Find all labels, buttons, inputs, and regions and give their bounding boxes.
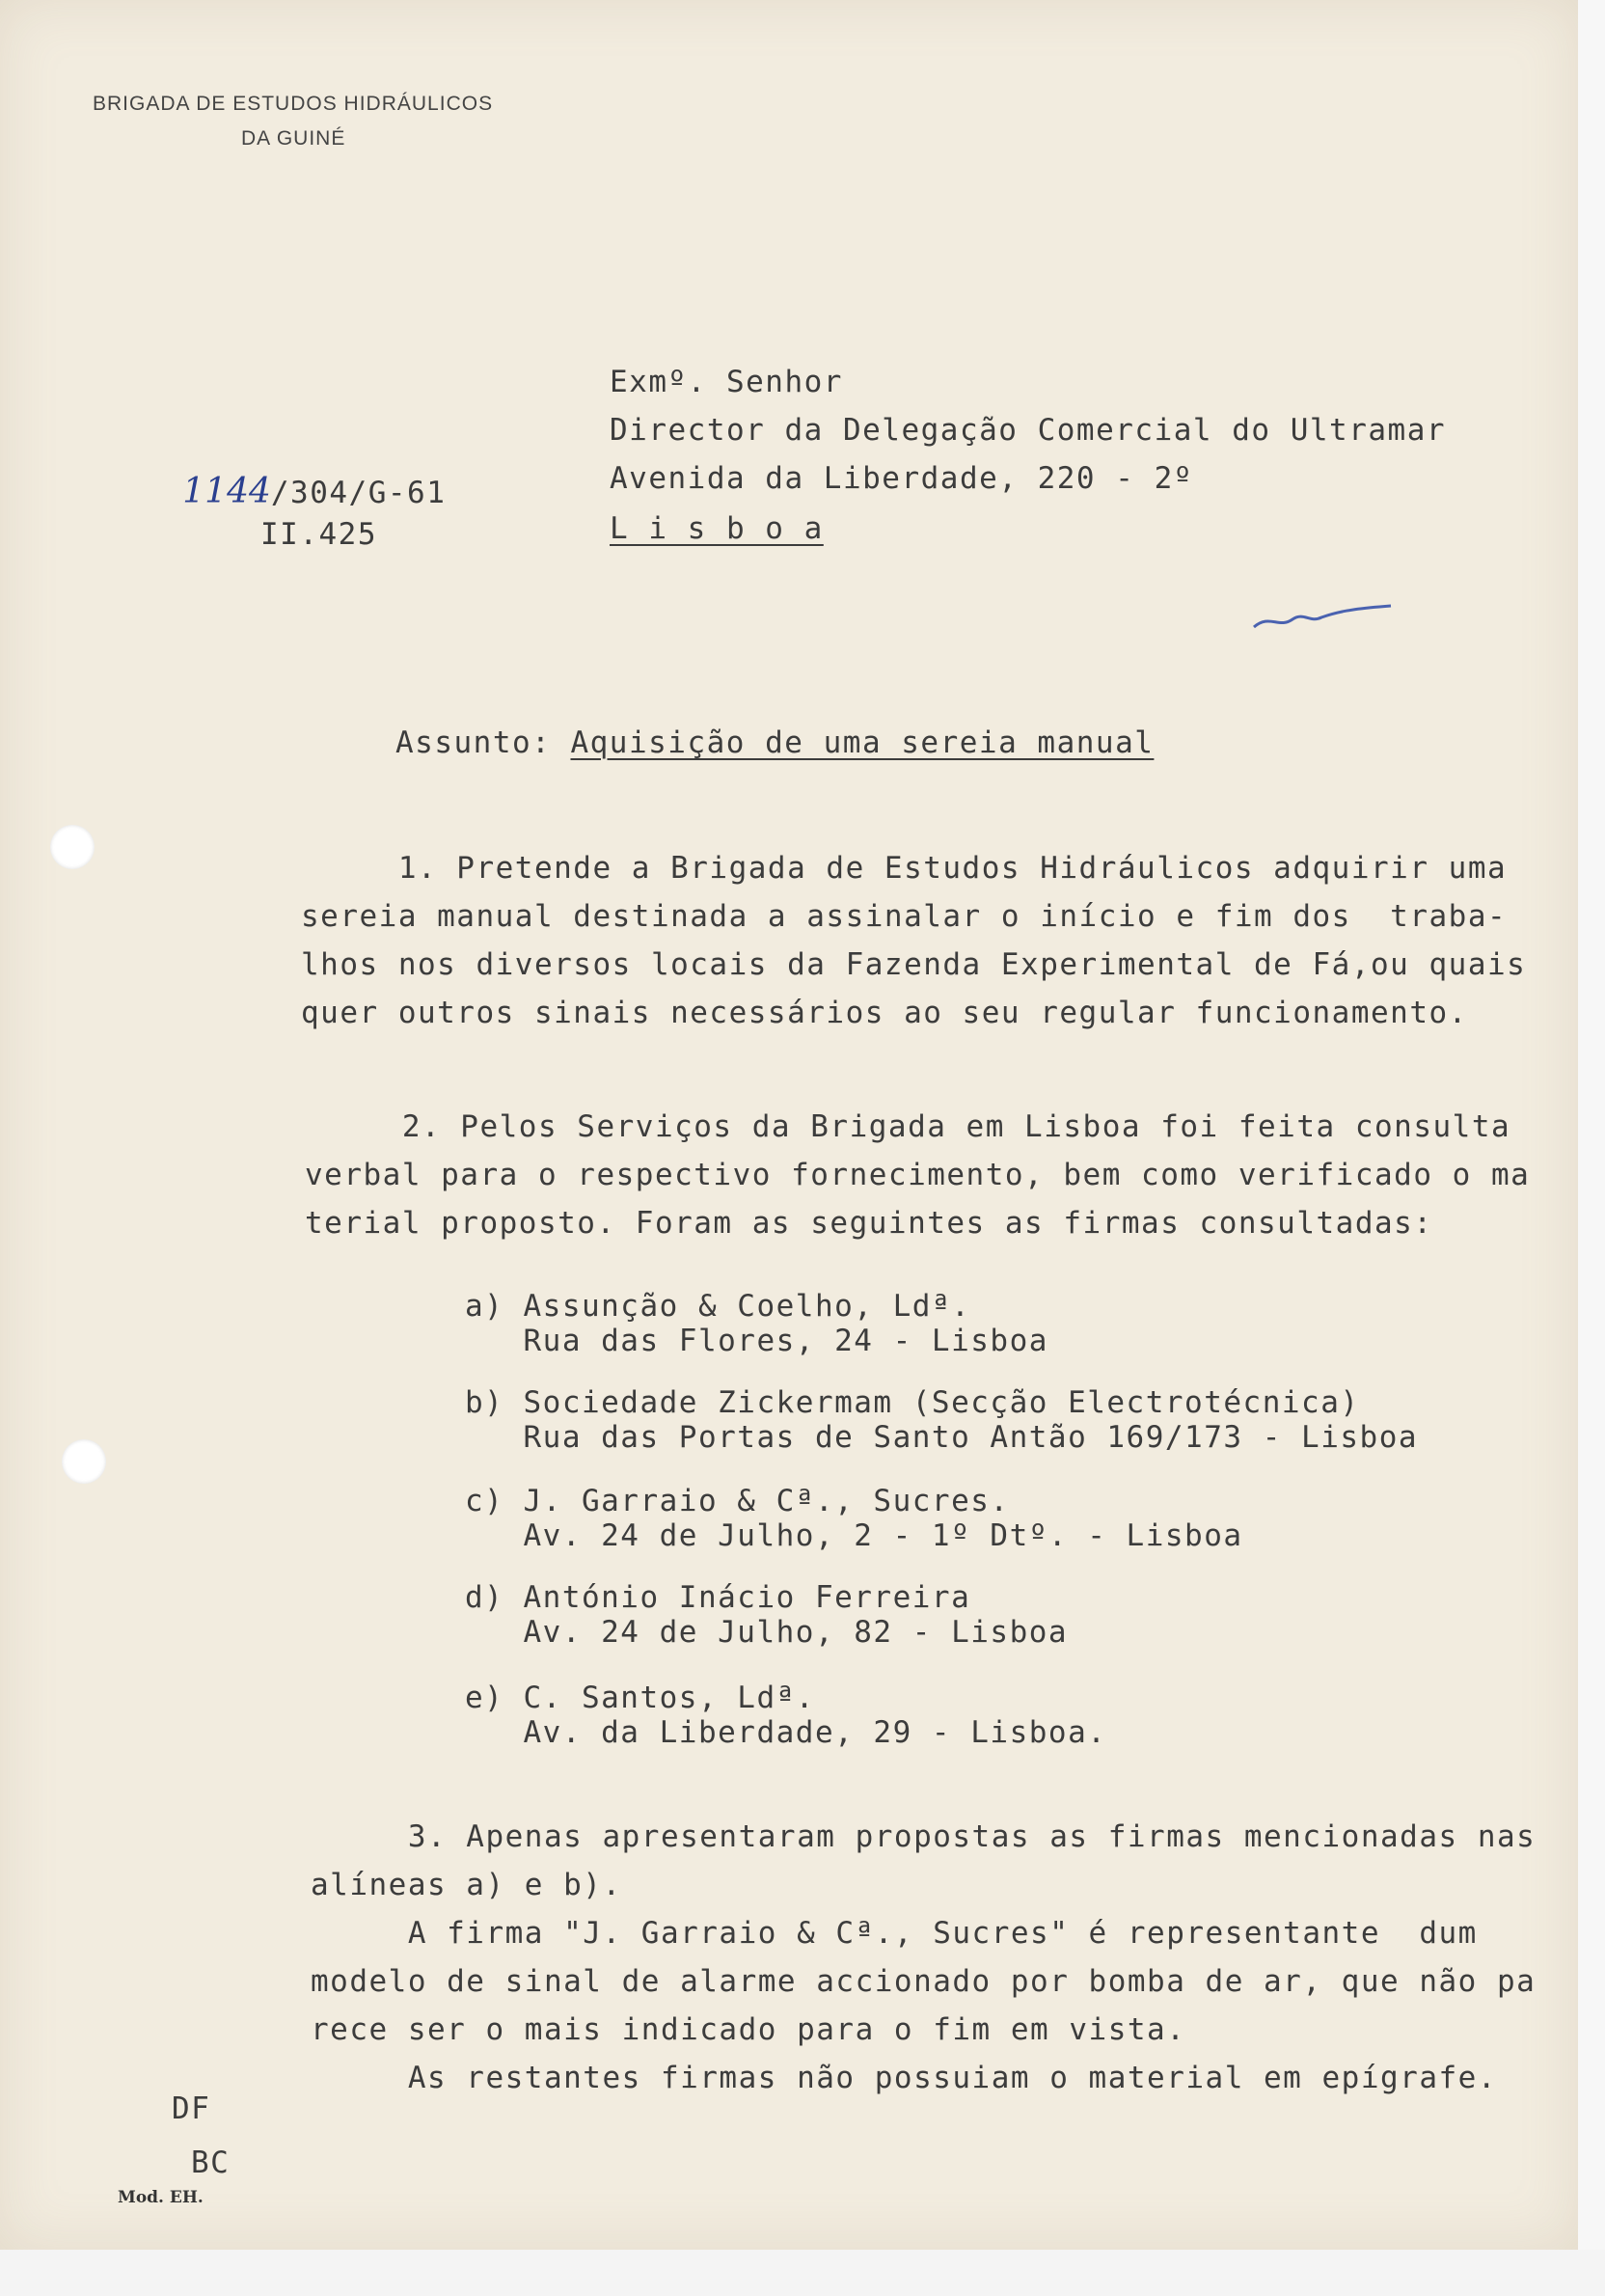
subject-line (395, 725, 1154, 760)
firm-d-line1: d) António Inácio Ferreira (465, 1580, 971, 1615)
reference-line (164, 453, 446, 511)
initials-first: DF (172, 2091, 211, 2126)
paragraph3-line4: modelo de sinal de alarme accionado por bomba de ar, que não pa (311, 1964, 1537, 1999)
subject-label: Assunto: (395, 725, 571, 760)
scan-margin-right (1578, 0, 1605, 2296)
paragraph3-line3: A firma "J. Garraio & Cª., Sucres" é representante dum (311, 1916, 1478, 1951)
paragraph3-line1: 3. Apenas apresentaram propostas as firmas mencionadas nas (311, 1819, 1537, 1854)
handwritten-number: 1144 (182, 472, 271, 511)
paragraph2-line1: 2. Pelos Serviços da Brigada em Lisboa foi feita consulta (305, 1109, 1511, 1144)
firm-b-line2: Rua das Portas de Santo Antão 169/173 - Lisboa (465, 1420, 1419, 1455)
paragraph1-line3: lhos nos diversos locais da Fazenda Experimental de Fá,ou quais (301, 947, 1527, 982)
addressee-title: Director da Delegação Comercial do Ultramar (610, 413, 1447, 448)
punch-hole-bottom (62, 1439, 106, 1484)
subject-text: Aquisição de uma sereia manual (570, 725, 1155, 760)
firm-a-line1: a) Assunção & Coelho, Ldª. (465, 1289, 971, 1324)
addressee-city: L i s b o a (610, 511, 824, 546)
letterhead-line2: DA GUINÉ (241, 127, 346, 150)
handwritten-mark-icon (1250, 590, 1395, 639)
typed-reference: /304/G-61 (270, 476, 447, 510)
paragraph2-line3: terial proposto. Foram as seguintes as firmas consultadas: (305, 1206, 1433, 1241)
form-model-mark: Mod. EH. (118, 2188, 204, 2207)
reference-number: II.425 (260, 517, 377, 552)
initials-second: BC (191, 2146, 231, 2180)
firm-d-line2: Av. 24 de Julho, 82 - Lisboa (465, 1615, 1069, 1650)
punch-hole-top (50, 825, 95, 869)
paragraph3-line5: rece ser o mais indicado para o fim em vista. (311, 2012, 1186, 2047)
paragraph3-line2: alíneas a) e b). (311, 1868, 622, 1902)
paragraph2-line2: verbal para o respectivo fornecimento, bem como verificado o ma (305, 1158, 1531, 1192)
firm-e-line2: Av. da Liberdade, 29 - Lisboa. (465, 1715, 1107, 1750)
paragraph1-line4: quer outros sinais necessários ao seu regular funcionamento. (301, 996, 1468, 1030)
firm-b-line1: b) Sociedade Zickermam (Secção Electrotécnica) (465, 1385, 1360, 1420)
firm-c-line1: c) J. Garraio & Cª., Sucres. (465, 1484, 1010, 1518)
addressee-salutation: Exmº. Senhor (610, 365, 843, 399)
firm-e-line1: e) C. Santos, Ldª. (465, 1681, 815, 1715)
addressee-address: Avenida da Liberdade, 220 - 2º (610, 461, 1193, 496)
firm-a-line2: Rua das Flores, 24 - Lisboa (465, 1324, 1048, 1358)
paragraph3-line6: As restantes firmas não possuiam o material em epígrafe. (311, 2061, 1497, 2095)
paragraph1-line1: 1. Pretende a Brigada de Estudos Hidráulicos adquirir uma (301, 851, 1508, 886)
scan-margin-bottom (0, 2250, 1605, 2296)
paragraph1-line2: sereia manual destinada a assinalar o início e fim dos traba- (301, 899, 1508, 934)
firm-c-line2: Av. 24 de Julho, 2 - 1º Dtº. - Lisboa (465, 1518, 1243, 1553)
letterhead-line1: BRIGADA DE ESTUDOS HIDRÁULICOS (93, 93, 494, 115)
